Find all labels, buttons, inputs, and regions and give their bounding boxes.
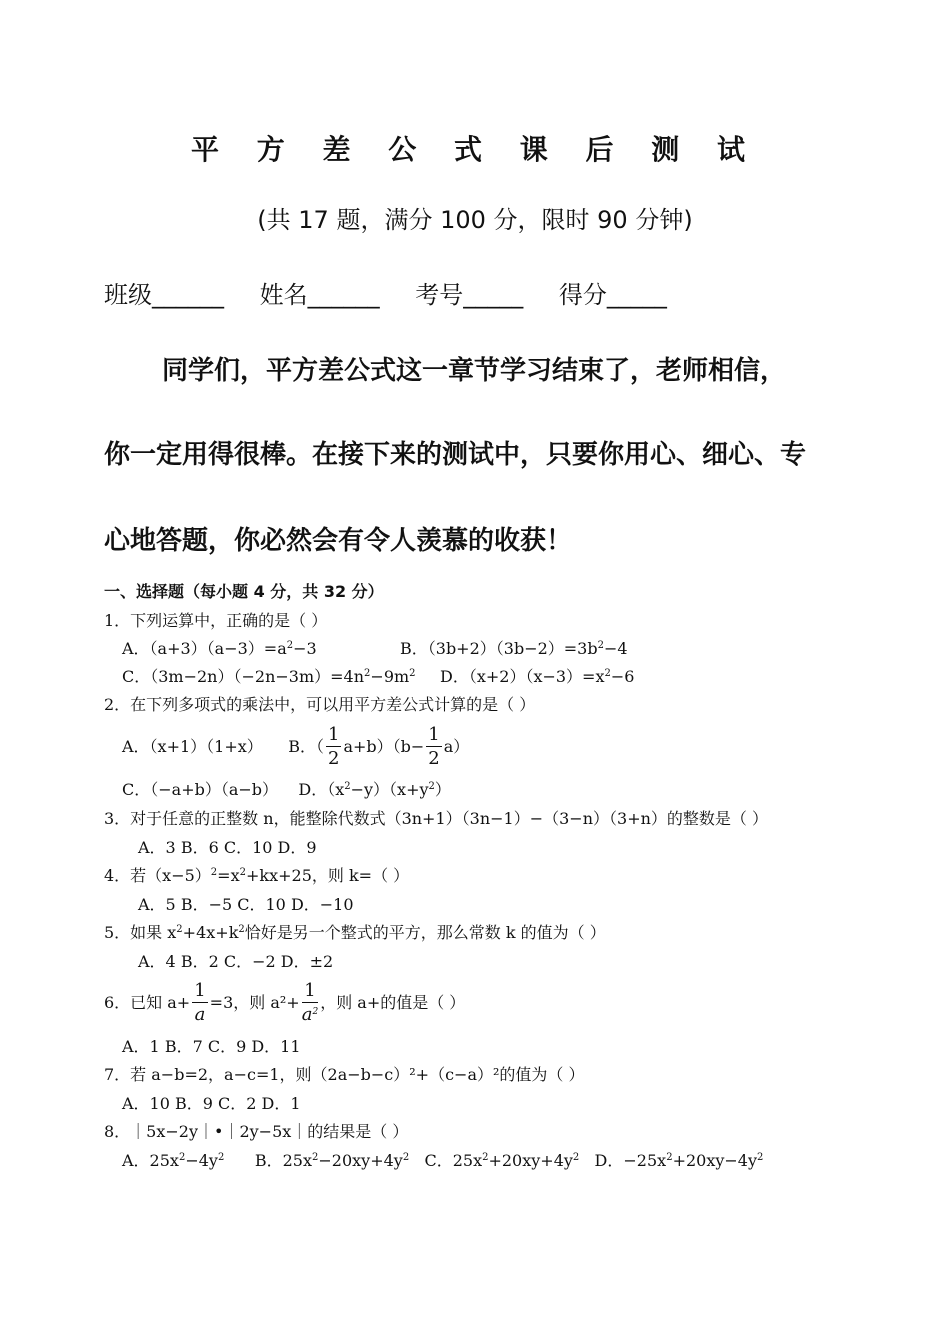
q2-option-b: B．（ $\frac{1}{2}$ a+b）（b− $\frac{1}{2}$ a） [288,724,470,769]
q2-option-d: D．$(x^2-y)(x+y^2)$ [298,780,451,799]
q4-stem: 4．若$(x-5)^2=x^2+kx+25$，则 k=（ ） [104,866,410,885]
fraction-half: $\frac{1}{2}$ [428,724,440,769]
q1-option-b: B．$(3b+2)(3b-2)=3b^2-4$ [400,639,628,658]
q1-option-d: D．$(x+2)(x-3)=x^2-6$ [440,667,635,686]
q4-options: A．5 B．−5 C．10 D．−10 [138,895,354,914]
score-field: 得分_____ [558,281,667,309]
q7-options: A．10 B．9 C．2 D．1 [122,1094,301,1113]
intro-line-1: 同学们，平方差公式这一章节学习结束了，老师相信， [162,356,787,386]
q2-option-cd [122,780,451,800]
q1-stem: 1．下列运算中，正确的是（ ） [104,611,328,630]
q2-option-ab [122,722,469,772]
name-field: 姓名______ [259,281,380,309]
student-info-row [104,275,695,310]
fraction-one-over-a-squared: $\frac{1}{a^2}$ [301,980,319,1025]
q7-stem: 7．若 a−b=2，a−c=1，则（2a−b−c）²+（c−a）²的值为（ ） [104,1065,585,1084]
q3-options: A．3 B．6 C．10 D．9 [138,838,317,857]
q2-stem: 2．在下列多项式的乘法中，可以用平方差公式计算的是（ ） [104,695,536,714]
q8-stem: 8．｜5x−2y｜•｜2y−5x｜的结果是（ ） [104,1122,409,1141]
number-field: 考号_____ [415,281,524,309]
intro-line-3: 心地答题，你必然会有令人羡慕的收获！ [104,526,573,556]
intro-line-2: 你一定用得很棒。在接下来的测试中，只要你用心、细心、专 [104,440,807,470]
q3-stem: 3．对于任意的正整数 n，能整除代数式（3n+1）（3n−1）−（3−n）（3+n）的整数是（ ） [104,809,768,828]
q2-option-a: A．（x+1）（1+x） [122,737,263,756]
q2-option-c: C．（−a+b）（a−b） [122,780,279,799]
q8-options: A．$25x^2-4y^2$ B．$25x^2-20xy+4y^2$ C．$25x^2+20xy+4y^2$ D．$-25x^2+20xy-4y^2$ [122,1151,764,1170]
q6-stem: 6．已知 a+ $\frac{1}{a}$ =3，则 a²+ $\frac{1}{a^2}$ ，则 a+的值是（ ） [104,980,466,1025]
q5-stem: 5．如果 $x^2+4x+k^2$恰好是另一个整式的平方，那么常数 k 的值为（ ） [104,923,606,942]
page-subtitle: (共 17 题，满分 100 分，限时 90 分钟) [257,206,693,234]
section-heading: 一、选择题（每小题 4 分，共 32 分） [104,582,384,601]
fraction-half: $\frac{1}{2}$ [327,724,340,769]
q6-options: A．1 B．7 C．9 D．11 [122,1037,301,1056]
class-field: 班级______ [104,281,224,309]
q5-options: A．4 B．2 C．−2 D．±2 [138,952,334,971]
q1-option-c: C．$(3m-2n)(-2n-3m)=4n^2-9m^2$ [122,667,416,686]
page-title: 平 方 差 公 式 课 后 测 试 [191,133,759,166]
fraction-one-over-a: $\frac{1}{a}$ [194,980,206,1025]
q1-option-a: A．$(a+3)(a-3)=a^2-3$ [122,639,317,658]
